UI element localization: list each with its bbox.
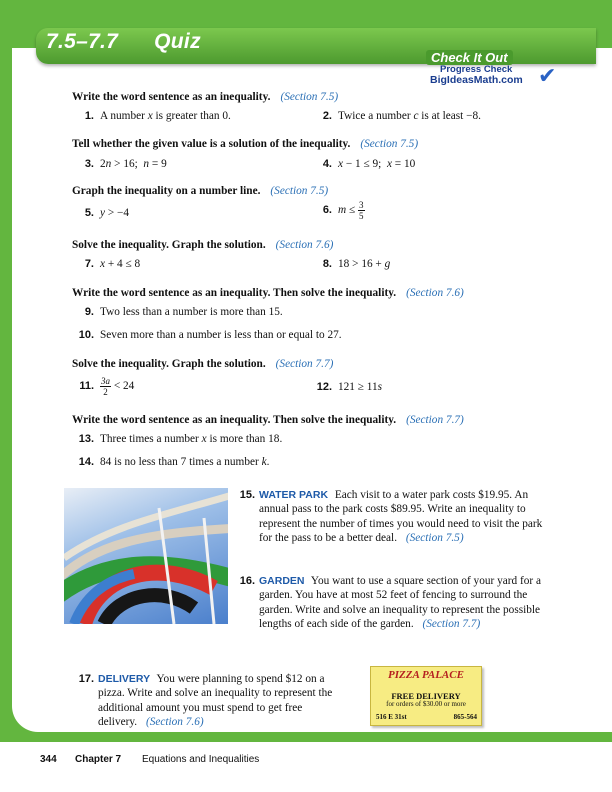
problem-2: 2. Twice a number c is at least −8. <box>322 110 481 122</box>
chapter-label: Chapter 7 <box>75 754 122 765</box>
page-number: 344 <box>40 754 57 765</box>
section-ref: (Section 7.6) <box>406 287 464 299</box>
pizza-palace-ad <box>370 666 482 726</box>
ad-phone: 865-564 <box>453 713 477 721</box>
problem-13: 13. Three times a number x is more than 18. <box>78 433 283 445</box>
section-ref: (Section 7.5) <box>405 532 464 545</box>
problem-10: 10. Seven more than a number is less than or equal to 27. <box>78 329 342 341</box>
problem-3: 3. 2n > 16; n = 9 <box>84 158 167 170</box>
keyword: GARDEN <box>259 575 305 587</box>
section-ref: (Section 7.7) <box>422 618 481 631</box>
instruction: Graph the inequality on a number line. (Section 7.5) <box>72 185 329 197</box>
check-it-out-badge[interactable] <box>420 50 568 90</box>
keyword: DELIVERY <box>98 673 151 685</box>
badge-subtitle: Progress Check <box>440 64 513 75</box>
instruction: Write the word sentence as an inequality. Then solve the inequality. (Section 7.6) <box>72 287 464 299</box>
section-ref: (Section 7.7) <box>406 414 464 426</box>
water-slide-icon <box>64 488 228 624</box>
section-ref: (Section 7.5) <box>270 185 329 197</box>
ad-subtext: for orders of $30.00 or more <box>386 700 466 708</box>
instruction: Write the word sentence as an inequality. (Section 7.5) <box>72 91 339 103</box>
problem-12: 12. 121 ≥ 11s <box>316 381 383 393</box>
problem-9: 9. Two less than a number is more than 15. <box>84 306 283 318</box>
ad-headline: FREE DELIVERY <box>391 691 461 701</box>
section-ref: (Section 7.5) <box>280 91 339 103</box>
problem-15: 15. WATER PARK Each visit to a water park costs $19.95. An annual pass to the park costs $89.95. Write an inequality to represent the number of times you would need to visit the park for the pass to be a better deal. (Section 7.5) <box>239 489 543 545</box>
problem-7: 7. x + 4 ≤ 8 <box>84 258 141 270</box>
problem-16: 16. GARDEN You want to use a square section of your yard for a garden. You have at most 52 feet of fencing to surround the garden. Write and solve an inequality to represent the possible lengths of each side of the garden. (Section 7.7) <box>239 575 541 631</box>
problem-14: 14. 84 is no less than 7 times a number k. <box>78 456 270 468</box>
fraction: $\frac{3}{5}$ <box>359 200 364 221</box>
chapter-title: Equations and Inequalities <box>142 754 260 765</box>
quiz-label: Quiz <box>154 30 201 53</box>
section-ref: (Section 7.7) <box>275 358 334 370</box>
badge-url: BigIdeasMath.com <box>430 74 523 86</box>
section-ref: (Section 7.5) <box>360 138 419 150</box>
page-title <box>46 30 201 54</box>
problem-17: 17. DELIVERY You were planning to spend $12 on a pizza. Write and solve an inequality to represent the additional amount you must spend to get free delivery. (Section 7.6) <box>78 673 333 729</box>
problem-6: 6. m ≤ $\frac{3}{5}$ <box>322 200 364 221</box>
section-ref: (Section 7.6) <box>275 239 334 251</box>
problem-5: 5. y > −4 <box>84 207 130 219</box>
ad-name: PIZZA PALACE <box>388 669 464 681</box>
badge-title: Check It Out <box>426 50 513 65</box>
ad-address: 516 E 31st <box>376 713 407 721</box>
keyword: WATER PARK <box>259 489 329 501</box>
fraction: $\frac{3a}{2}$ <box>101 376 110 397</box>
problem-8: 8. 18 > 16 + g <box>322 258 391 270</box>
instruction: Tell whether the given value is a solution of the inequality. (Section 7.5) <box>72 138 419 150</box>
instruction: Solve the inequality. Graph the solution. (Section 7.6) <box>72 239 334 251</box>
section-range: 7.5–7.7 <box>46 30 119 53</box>
checkmark-icon: ✔ <box>538 64 557 89</box>
instruction: Solve the inequality. Graph the solution. (Section 7.7) <box>72 358 334 370</box>
problem-11: 11. $\frac{3a}{2}$ < 24 <box>79 376 135 397</box>
water-slide-photo <box>64 488 228 624</box>
instruction: Write the word sentence as an inequality. Then solve the inequality. (Section 7.7) <box>72 414 464 426</box>
problem-1: 1. A number x is greater than 0. <box>84 110 231 122</box>
section-ref: (Section 7.6) <box>145 716 204 729</box>
problem-4: 4. x − 1 ≤ 9; x = 10 <box>322 158 416 170</box>
